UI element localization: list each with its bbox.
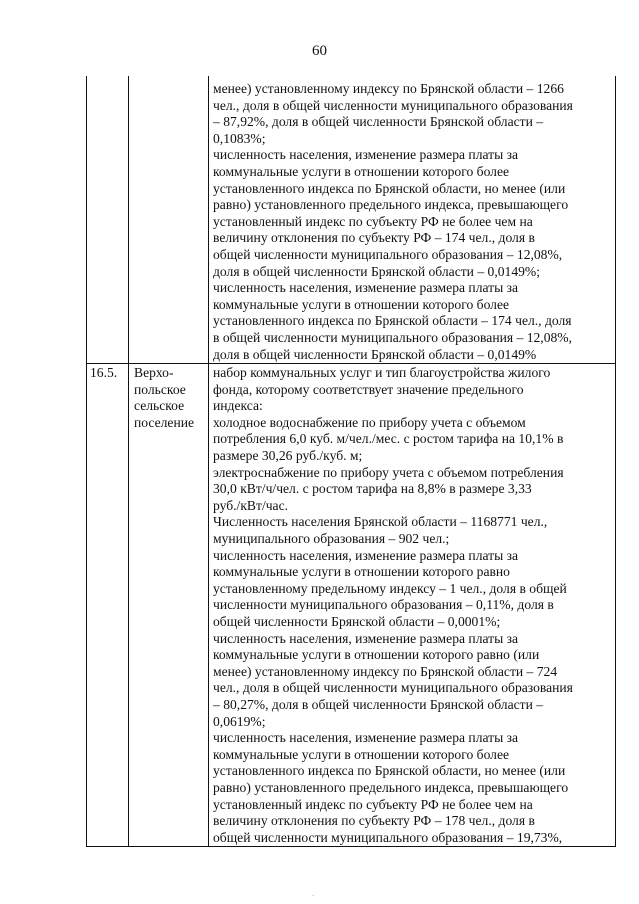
description-line: численность населения, изменение размера платы за [213,630,519,646]
description-line: коммунальные услуги в отношении которого более [213,296,510,312]
description-line: установленный индекс по субъекту РФ не более чем на [213,213,533,229]
municipality-name-line: Верхо- [134,365,174,381]
index-description-cell [209,76,616,364]
description-line: менее) установленному индексу по Брянской области – 1266 [213,81,564,96]
municipality-name-cell [129,76,209,364]
description-line: общей численности Брянской области – 0,0001%; [213,614,501,629]
description-line: доля в общей численности Брянской области – 0,0149%; [213,263,541,279]
municipality-name-line: сельское [134,398,185,414]
municipality-name-line: польское [134,381,186,397]
description-line: 0,0619%; [213,713,266,729]
index-table-body [87,76,616,847]
description-line: индекса: [213,398,263,414]
description-line: коммунальные услуги в отношении которого более [213,746,510,762]
description-line: величину отклонения по субъекту РФ – 174 чел., доля в [213,230,535,246]
description-line: 0,1083%; [213,130,266,146]
description-line: численности муниципального образования – 0,11%, доля в [213,597,554,613]
description-line: численность населения, изменение размера платы за [213,147,519,163]
description-line: установленного индекса по Брянской области – 174 чел., доля [213,313,572,329]
description-line: руб./кВт/час. [213,497,289,513]
description-line: Численность населения Брянской области – 1168771 чел., [213,514,548,530]
description-line: равно) установленного предельного индекса, превышающего [213,779,569,795]
index-description-cell [209,364,616,847]
row-number: 16.5. [90,365,118,381]
index-table [86,76,616,847]
row-number-cell [87,364,129,847]
description-line: – 87,92%, доля в общей численности Брянской области – [213,114,544,130]
description-line: равно) установленного предельного индекса, превышающего [213,197,569,213]
description-line: общей численности муниципального образования – 19,73%, [213,829,563,845]
municipality-name-cell [129,364,209,847]
description-line: чел., доля в общей численности муниципального образования [213,680,573,696]
description-line: общей численности муниципального образования – 12,08%, [213,246,563,262]
description-line: установленного индекса по Брянской области, но менее (или [213,180,566,196]
description-line: фонда, которому соответствует значение предельного [213,381,524,397]
description-line: численность населения, изменение размера платы за [213,280,519,296]
description-line: коммунальные услуги в отношении которого более [213,163,510,179]
description-line: набор коммунальных услуг и тип благоустройства жилого [213,365,551,381]
description-line: электроснабжение по прибору учета с объемом потребления [213,464,564,480]
scan-dot: · [312,892,315,900]
page-number: 60 [312,43,327,59]
row-number-cell [87,76,129,364]
municipality-name-line: поселение [134,414,195,430]
table-row [87,364,616,847]
description-line: установленный индекс по субъекту РФ не более чем на [213,796,533,812]
description-line: установленного индекса по Брянской области, но менее (или [213,763,566,779]
description-line: коммунальные услуги в отношении которого равно [213,564,510,580]
description-line: 30,0 кВт/ч/чел. с ростом тарифа на 8,8% в размере 3,33 [213,481,532,497]
description-line: чел., доля в общей численности муниципального образования [213,97,573,113]
description-line: коммунальные услуги в отношении которого равно (или [213,647,540,663]
description-line: численность населения, изменение размера платы за [213,547,519,563]
description-line: величину отклонения по субъекту РФ – 178 чел., доля в [213,813,535,829]
description-line: – 80,27%, доля в общей численности Брянской области – [213,696,544,712]
description-line: в общей численности муниципального образования – 12,08%, [213,329,573,345]
description-line: установленному предельному индексу – 1 чел., доля в общей [213,580,567,596]
description-line: размере 30,26 руб./куб. м; [213,448,363,464]
description-line: менее) установленному индексу по Брянской области – 724 [213,663,558,679]
description-line: муниципального образования – 902 чел.; [213,531,450,547]
table-row [87,76,616,364]
description-line: холодное водоснабжение по прибору учета с объемом [213,414,526,430]
description-line: численность населения, изменение размера платы за [213,730,519,746]
description-line: доля в общей численности Брянской области – 0,0149% [213,346,537,362]
description-line: потребления 6,0 куб. м/чел./мес. с ростом тарифа на 10,1% в [213,431,564,447]
